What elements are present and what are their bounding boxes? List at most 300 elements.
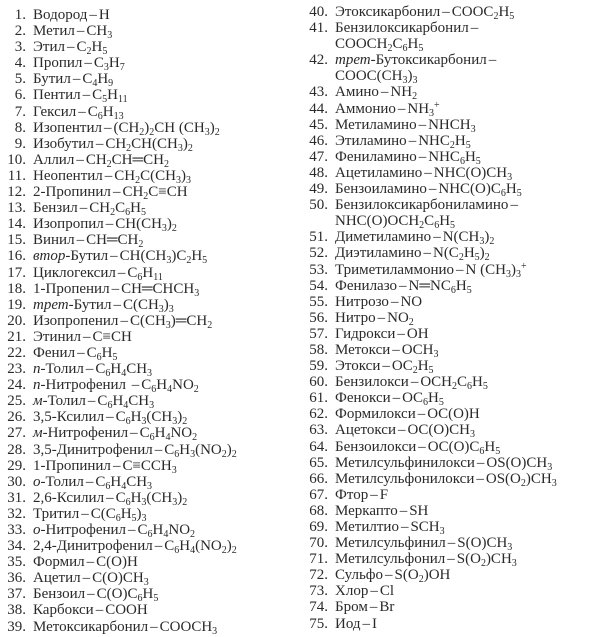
item-number: 12. [7,184,26,201]
chemical-formula: $CH_2CH═CH_2$ [85,151,169,170]
name-text: Бензилоксикарбонил [335,20,469,37]
name-text: Этил [33,39,65,56]
item-number: 47. [309,148,328,165]
list-item [6,23,300,42]
chemical-formula: $NH_3^+$ [407,99,440,119]
name-text: Изопропил [33,216,104,233]
separator-dash: – [85,473,94,490]
list-item [6,442,300,458]
substituent-name [335,535,446,551]
substituent-name [33,425,128,441]
list-item [6,216,300,235]
separator-dash: – [117,264,126,281]
list-item [306,326,603,342]
name-text: 3,5-Ксилил [33,409,105,426]
chemical-formula: $C_6H_3(CH_3)_2$ [115,409,188,428]
item-number: 39. [7,618,26,635]
name-text: Бензоил [33,586,86,603]
substituent-name [335,197,508,213]
list-item [6,619,300,635]
name-text: Этокси [335,358,381,375]
separator-dash: – [377,309,386,326]
list-item [306,471,603,487]
substituent-name [33,361,84,377]
chemical-formula: $OC_2H_5$ [391,358,434,377]
name-text: Амино [335,84,379,101]
separator-dash: – [397,325,405,342]
name-prefix: п [33,361,41,378]
name-text: -Бутил [68,296,112,313]
substituent-name [33,442,153,458]
substituent-name [335,439,416,455]
item-number: 55. [309,293,328,310]
name-text: Неопентил [33,167,103,184]
chemical-formula: $C(CH_3)_3$ [122,296,174,315]
item-number: 22. [7,344,26,361]
substituent-name [335,181,427,197]
chemical-formula: $CH_2C_6H_5$ [89,200,146,219]
separator-dash: – [385,567,393,584]
separator-dash: – [106,489,114,506]
separator-dash: – [84,55,92,72]
separator-dash: – [154,441,163,458]
substituent-name [335,245,421,261]
chemical-formula: Br [379,599,395,616]
name-prefix: о [33,522,41,538]
list-item [306,455,603,471]
name-text: Сульфо [335,567,384,584]
substituent-name [335,551,445,567]
chemical-formula: $C(O)C_6H_5$ [96,586,159,605]
chemical-formula: $C_6H_{13}$ [87,103,124,122]
separator-dash: – [392,341,400,358]
name-text: -Нитрофенил [42,425,129,442]
name-text: 1-Пропинил [33,457,111,474]
separator-dash: – [111,280,120,297]
substituent-name [335,294,389,310]
item-number: 32. [7,505,26,522]
name-text: Формилокси [335,406,416,423]
separator-dash: – [83,328,91,345]
list-item [6,490,300,506]
item-number: 5. [14,71,26,88]
separator-dash: – [418,438,426,455]
substituent-name [335,20,469,36]
item-number: 62. [309,406,328,423]
separator-dash: – [418,148,427,165]
list-item [306,422,603,441]
list-item [306,583,603,599]
list-item [6,361,300,380]
name-text: Ацетокси [335,422,396,439]
name-text: Триметиламмонио [335,261,455,278]
substituent-name [33,409,104,425]
item-number: 28. [7,441,26,458]
item-number: 63. [309,422,328,439]
column-left [6,7,300,635]
chemical-formula: $OCH_2C_6H_5$ [420,374,488,393]
list-item [6,297,300,313]
list-item [6,409,300,428]
name-text: Фенил [33,344,76,361]
separator-dash: – [369,599,378,616]
list-item [6,538,300,557]
list-item [6,345,300,361]
substituent-name [33,554,85,570]
separator-dash: – [424,164,432,181]
name-text: Иод [335,615,361,632]
item-number: 51. [309,229,328,246]
separator-dash: – [72,71,81,88]
item-number: 56. [309,309,328,326]
name-text: Метилтио [335,519,399,535]
separator-dash: – [87,393,96,410]
chemical-formula: $C_4H_9$ [82,71,114,90]
chemical-formula: $C\equiv CCH_3$ [122,457,177,476]
name-text: Изобутил [33,135,94,152]
name-text: Бензилоксикарбониламино [335,197,509,214]
chemical-formula: $NHC(O)C_6H_5$ [438,181,522,200]
item-number: 17. [7,264,26,281]
list-item [6,71,300,90]
name-text: Фенилазо [335,277,398,294]
separator-dash: – [390,293,399,310]
substituent-name [33,23,75,39]
list-item [6,377,300,396]
name-text: -Бутил [65,248,109,265]
separator-dash: – [87,586,95,603]
item-number: 25. [7,393,26,410]
separator-dash: – [488,52,497,69]
item-number: 61. [309,390,328,407]
chemical-formula: $CH_3$ [86,23,113,42]
name-text: Метил [33,23,75,40]
item-number: 33. [7,522,26,538]
list-item [306,197,603,213]
separator-dash: – [128,522,136,538]
chemical-formula: $C_6H_{11}$ [127,264,163,283]
separator-dash: – [89,7,97,23]
list-item [306,390,603,409]
chemical-formula: $C_6H_3(CH_3)_2$ [115,489,188,508]
separator-dash: – [399,502,408,519]
item-number: 36. [7,570,26,587]
chemical-formula: F [379,486,389,503]
list-item [6,554,300,570]
chemical-formula: $S(O_2)OH$ [394,567,451,586]
list-item [306,245,603,264]
item-number: 10. [7,151,26,168]
substituent-name [335,390,391,406]
item-number: 13. [7,200,26,217]
list-item [6,120,300,136]
list-item [6,168,300,184]
separator-dash: – [410,374,419,391]
list-item [306,20,603,36]
name-text: Метилсульфонил [335,551,446,568]
name-text: Хлор [335,583,369,600]
substituent-name [335,519,399,535]
list-item [306,487,603,503]
separator-dash: – [470,20,479,37]
item-number: 66. [309,470,328,487]
list-item [306,149,603,165]
list-item [306,599,603,615]
chemical-formula: $C_6H_4CH_3$ [95,361,153,380]
item-number: 34. [7,538,26,555]
name-text: Аммонио [335,100,396,117]
list-item [306,278,603,294]
list-item [6,506,300,522]
item-number: 45. [309,116,328,133]
substituent-name [33,458,111,474]
substituent-name [33,506,79,522]
substituent-name [33,570,81,586]
item-number: 60. [309,374,328,391]
substituent-name [33,377,130,393]
chemical-formula: C≡CH [92,328,132,345]
list-item [306,519,603,535]
substituent-name [335,117,417,133]
substituent-name [33,281,110,297]
name-text: Фениламино [335,148,417,165]
list-item [306,439,603,455]
name-text: Метилсульфонилокси [335,470,475,487]
name-text: -Нитрофенил [40,522,127,538]
chemical-formula: $NO_2$ [387,309,414,328]
separator-dash: – [104,167,113,184]
substituent-name [335,278,397,294]
item-number: 73. [309,583,328,600]
item-number: 38. [7,602,26,619]
list-item [6,55,300,74]
substituent-name [335,149,417,165]
item-number: 27. [7,425,26,442]
name-prefix: втор [33,248,66,265]
list-item [6,425,300,444]
item-number: 37. [7,586,26,603]
list-item [6,184,300,203]
chemical-formula: $OC(O)C_6H_5$ [427,438,501,457]
name-text: Ацетил [33,570,81,587]
item-number: 31. [7,489,26,506]
chemical-formula: COOH [105,602,148,619]
substituent-name [33,602,94,618]
list-item [306,551,603,570]
item-number: 64. [309,438,328,455]
separator-dash: – [447,535,456,552]
item-number: 53. [309,261,328,278]
chemical-formula: OH [406,325,429,342]
name-prefix: м [33,425,43,442]
separator-dash: – [392,390,401,407]
chemical-formula: C(O)H [96,554,138,571]
name-text: 1-Пропенил [33,280,110,297]
chemical-formula: $OC(O)CH_3$ [407,422,475,441]
separator-dash: – [76,232,85,249]
list-item [306,294,603,310]
name-text: Фенокси [335,390,391,407]
chemical-formula: $NHC_2H_5$ [418,132,471,151]
substituent-name [33,152,74,168]
list-item [6,265,300,281]
list-item [306,342,603,358]
list-item [306,165,603,181]
list-item [306,4,603,20]
separator-dash: – [382,358,390,375]
separator-dash: – [417,406,426,423]
substituent-name [335,229,431,245]
chemical-formula: $C(CH_3)═CH_2$ [129,312,213,331]
column-right [306,4,603,632]
substituent-name [33,7,87,23]
separator-dash: – [103,119,112,136]
substituent-name [335,422,396,438]
list-item [306,406,603,422]
name-prefix: м [33,393,43,410]
substituent-name [335,374,409,390]
chemical-formula: $C_6H_4CH_3$ [95,473,153,492]
list-item [306,262,603,278]
substituent-name [33,490,104,506]
chemical-formula: OC(O)H [427,406,480,423]
name-text: -Толил [40,361,84,378]
item-number: 3. [14,39,26,56]
separator-dash: – [397,100,406,117]
separator-dash: – [82,570,91,587]
chemical-formula: $C_6H_4(NO_2)_2$ [164,538,237,557]
name-prefix: трет [335,52,371,69]
name-text: Этиламино [335,132,407,149]
substituent-name [335,326,395,342]
chemical-formula: $NHC(O)CH_3$ [433,164,513,183]
list-item [6,313,300,329]
separator-dash: – [95,135,104,152]
substituent-name [33,71,71,87]
item-number: 42. [309,52,328,69]
separator-dash: – [456,261,464,278]
substituent-name [33,619,148,635]
chemical-formula: $C_6H_4NO_2$ [141,377,199,396]
list-item [6,458,300,474]
name-prefix: трет [33,296,69,313]
name-text: Метоксикарбонил [33,618,149,635]
substituent-name [335,165,422,181]
chemical-formula: $N(CH_3)_2$ [442,229,495,248]
substituent-name [33,586,85,602]
item-number: 30. [7,473,26,490]
name-text: 3,5-Динитрофенил [33,441,153,458]
item-number: 46. [309,132,328,149]
substituent-name [33,39,65,55]
name-text: Нитро [335,309,376,326]
substituent-name [33,168,103,184]
name-text: Метиламино [335,116,417,133]
substituent-name [33,265,116,281]
name-prefix: п [33,377,41,394]
chemical-formula: $C(O)CH_3$ [92,570,149,589]
separator-dash: – [399,277,407,294]
substituent-name [335,358,380,374]
item-number: 48. [309,164,328,181]
chemical-formula: $OS(O_2)CH_3$ [485,470,557,489]
name-text: Винил [33,232,75,249]
item-number: 14. [7,216,26,233]
item-number: 59. [309,358,328,375]
list-item [6,329,300,345]
chemical-formula: $CH_2C(CH_3)_3$ [114,167,191,186]
list-item [6,39,300,58]
item-number: 57. [309,325,328,342]
name-text: Бром [335,599,368,616]
chemical-formula: I [372,615,378,632]
name-text: Формил [33,554,85,571]
list-item [6,232,300,251]
substituent-name [33,538,153,554]
separator-dash: – [76,151,84,168]
separator-dash: – [120,312,128,329]
item-number: 54. [309,277,328,294]
separator-dash: – [476,470,484,487]
item-number: 72. [309,567,328,584]
chemical-formula: $C_6H_4CH_3$ [97,393,155,412]
list-item [306,181,603,200]
item-number: 16. [7,248,26,265]
item-number: 29. [7,457,26,474]
list-item [306,535,603,554]
name-text: Фтор [335,486,369,503]
item-number: 70. [309,535,328,552]
substituent-name [335,406,416,422]
list-item [306,133,603,149]
chemical-formula: $NHCH_3$ [428,116,476,135]
chemical-formula: $NHC_6H_5$ [428,148,481,167]
list-item [6,136,300,152]
separator-dash: – [106,409,114,426]
list-item [6,586,300,605]
list-item [6,393,300,412]
separator-dash: – [79,200,88,217]
item-number: 50. [309,197,328,214]
separator-dash: – [78,103,86,120]
separator-dash: – [66,39,75,56]
substituent-name [33,345,75,361]
item-number: 1. [14,7,26,23]
substituent-name [335,471,474,487]
item-number: 41. [309,20,328,37]
item-number: 44. [309,100,328,117]
separator-dash: – [510,197,518,214]
separator-dash: – [380,84,389,101]
separator-dash: – [112,184,121,201]
separator-dash: – [85,361,94,378]
chemical-formula: $CH(CH_3)_2$ [115,216,177,235]
list-item [6,281,300,297]
name-text: Гексил [33,103,77,120]
substituent-name [335,616,361,632]
chemical-formula: $C(C_6H_5)_3$ [90,505,147,524]
item-number: 26. [7,409,26,426]
name-text: -Толил [42,393,86,410]
separator-dash: – [476,454,485,471]
chemical-formula: $C_6H_3(NO_2)_2$ [164,441,237,460]
chemical-formula: $SCH_3$ [410,519,445,537]
name-text: Меркапто [335,502,398,519]
item-number: 74. [309,599,328,616]
separator-dash: – [110,248,118,265]
chemical-formula: $CH_2C\equiv CH$ [122,184,188,203]
list-item [6,570,300,589]
